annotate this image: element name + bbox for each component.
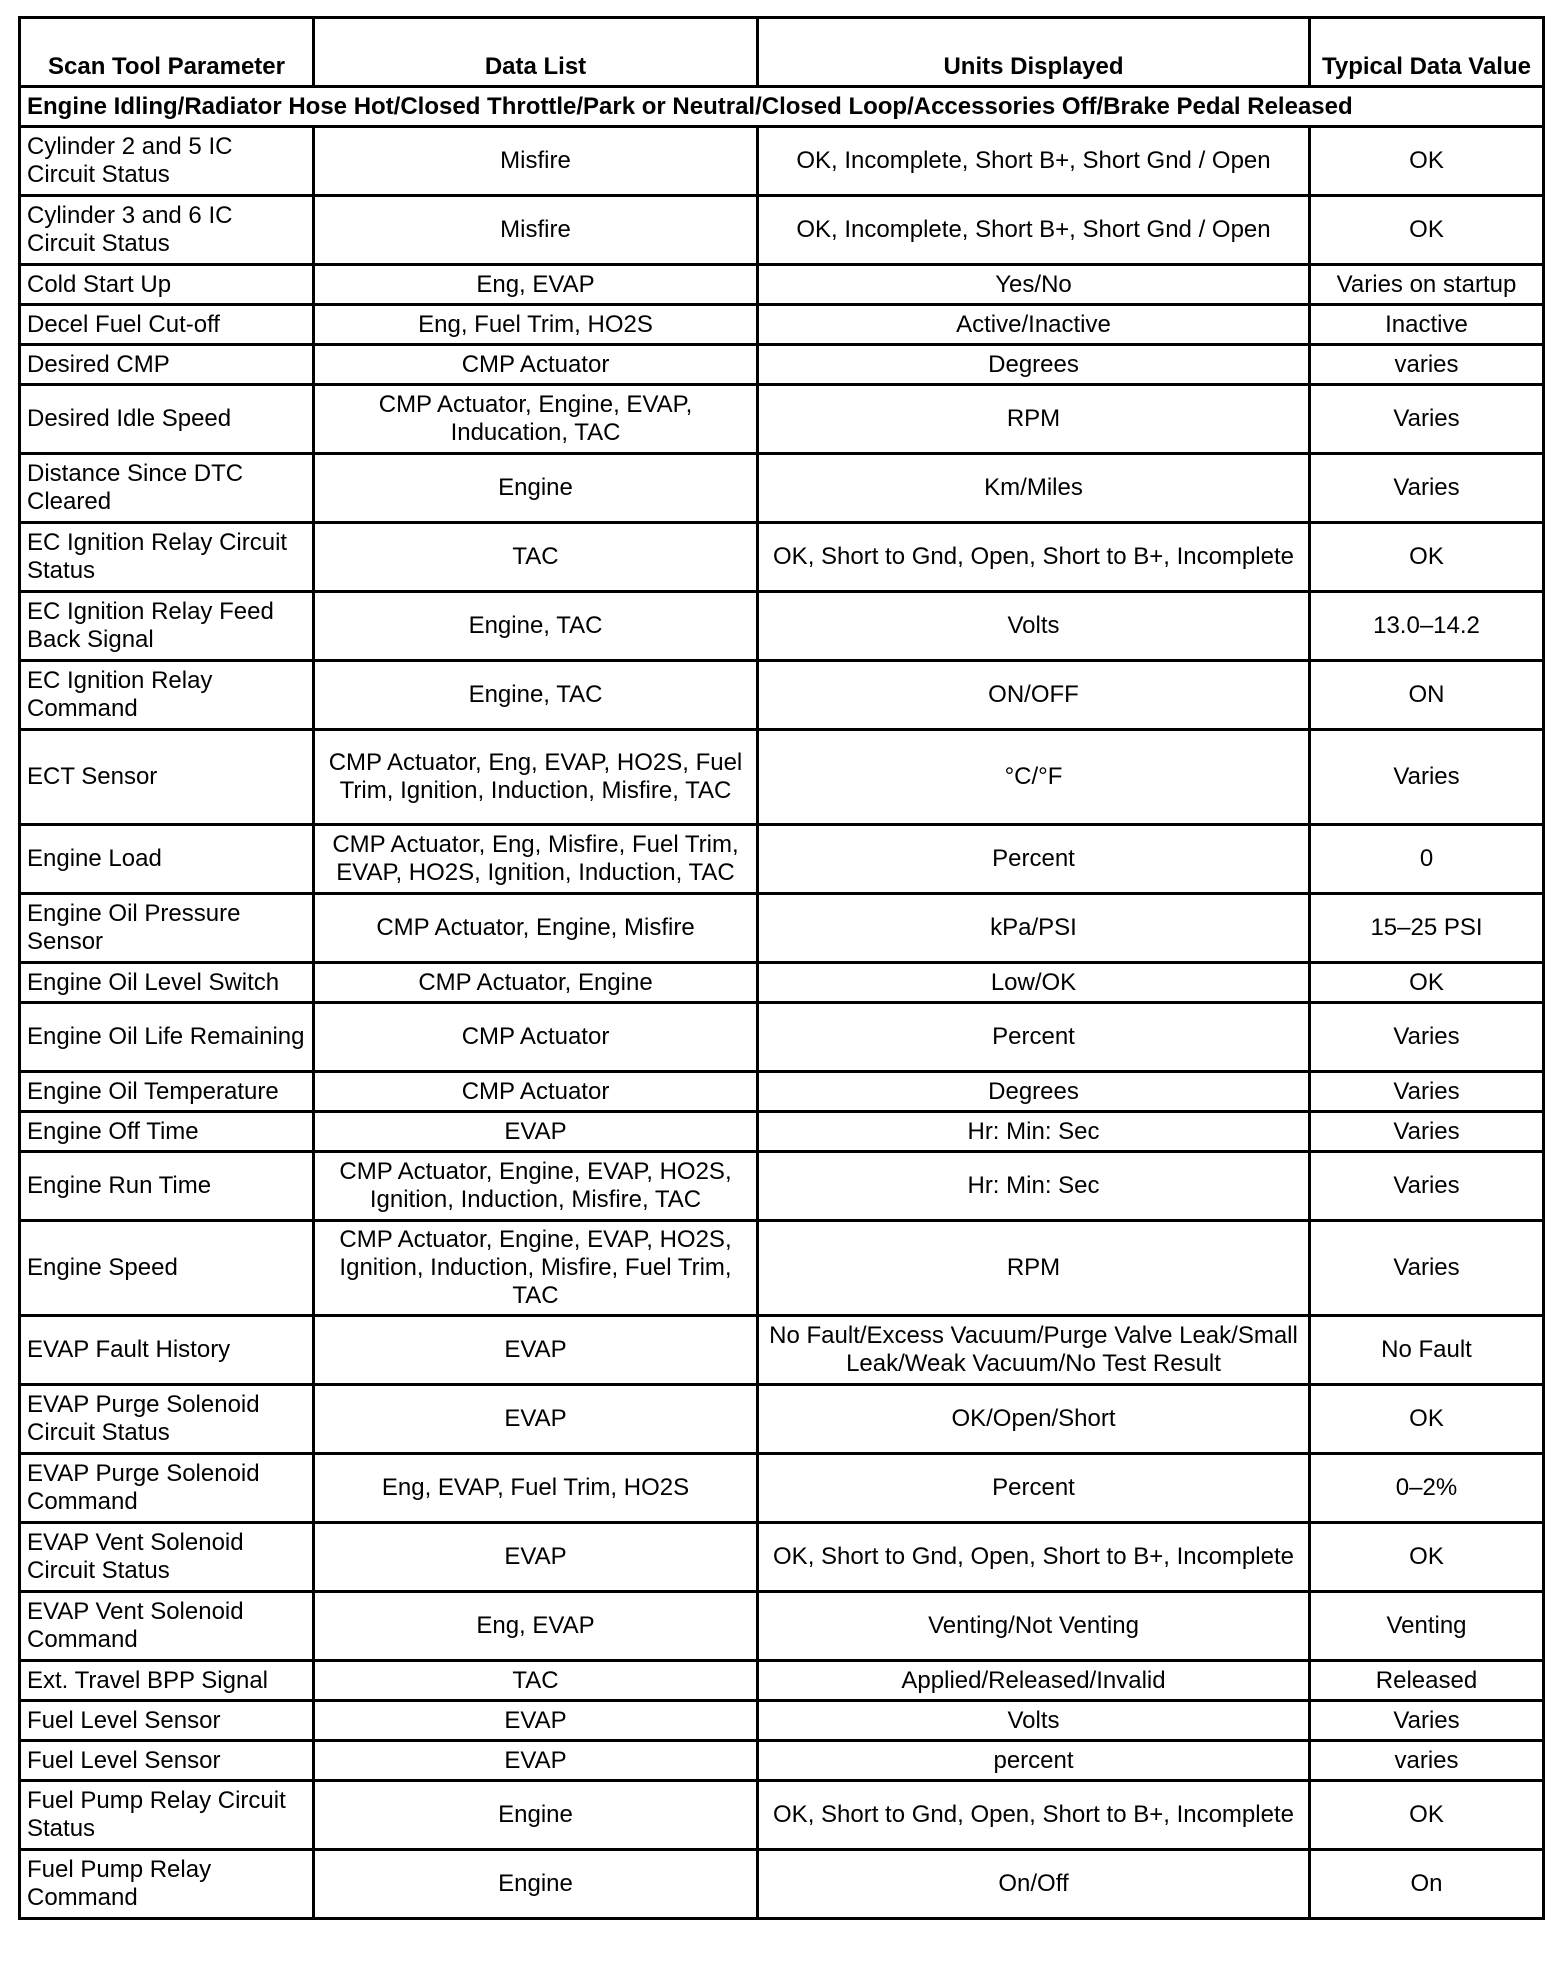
parameter-cell: Distance Since DTC Cleared: [20, 454, 314, 523]
parameter-cell: Cylinder 2 and 5 IC Circuit Status: [20, 127, 314, 196]
typical-value-cell: ON: [1310, 661, 1544, 730]
units-cell: ON/OFF: [758, 661, 1310, 730]
typical-value-cell: 13.0–14.2: [1310, 592, 1544, 661]
parameter-cell: Decel Fuel Cut-off: [20, 305, 314, 345]
table-row: [20, 1003, 1544, 1072]
data-list-cell: CMP Actuator, Engine, EVAP, Inducation, TAC: [314, 385, 758, 454]
units-cell: Applied/Released/Invalid: [758, 1661, 1310, 1701]
units-cell: Hr: Min: Sec: [758, 1112, 1310, 1152]
table-row: [20, 825, 1544, 894]
data-list-cell: Misfire: [314, 196, 758, 265]
parameter-cell: Cold Start Up: [20, 265, 314, 305]
col-header-data-list: Data List: [314, 18, 758, 87]
units-cell: Yes/No: [758, 265, 1310, 305]
data-list-cell: CMP Actuator, Engine: [314, 963, 758, 1003]
units-cell: On/Off: [758, 1850, 1310, 1919]
units-cell: kPa/PSI: [758, 894, 1310, 963]
typical-value-cell: OK: [1310, 523, 1544, 592]
units-cell: Active/Inactive: [758, 305, 1310, 345]
units-cell: RPM: [758, 1221, 1310, 1316]
table-row: [20, 196, 1544, 265]
table-row: [20, 1316, 1544, 1385]
table-row: [20, 1221, 1544, 1316]
units-cell: Percent: [758, 825, 1310, 894]
table-row: [20, 661, 1544, 730]
typical-value-cell: Varies: [1310, 454, 1544, 523]
parameter-cell: EVAP Fault History: [20, 1316, 314, 1385]
parameter-cell: Desired Idle Speed: [20, 385, 314, 454]
table-row: [20, 963, 1544, 1003]
data-list-cell: Engine, TAC: [314, 592, 758, 661]
table-row: [20, 1152, 1544, 1221]
data-list-cell: CMP Actuator, Eng, EVAP, HO2S, Fuel Trim, Ignition, Induction, Misfire, TAC: [314, 730, 758, 825]
parameter-cell: EVAP Vent Solenoid Circuit Status: [20, 1523, 314, 1592]
header-row: [20, 18, 1544, 87]
units-cell: OK, Short to Gnd, Open, Short to B+, Incomplete: [758, 1781, 1310, 1850]
parameter-cell: Ext. Travel BPP Signal: [20, 1661, 314, 1701]
typical-value-cell: 0–2%: [1310, 1454, 1544, 1523]
units-cell: °C/°F: [758, 730, 1310, 825]
data-list-cell: Eng, Fuel Trim, HO2S: [314, 305, 758, 345]
typical-value-cell: 15–25 PSI: [1310, 894, 1544, 963]
data-list-cell: TAC: [314, 1661, 758, 1701]
data-list-cell: EVAP: [314, 1316, 758, 1385]
units-cell: OK, Incomplete, Short B+, Short Gnd / Open: [758, 196, 1310, 265]
parameter-cell: Engine Off Time: [20, 1112, 314, 1152]
typical-value-cell: Varies: [1310, 730, 1544, 825]
col-header-typical-value: Typical Data Value: [1310, 18, 1544, 87]
parameter-cell: EVAP Purge Solenoid Command: [20, 1454, 314, 1523]
typical-value-cell: Varies: [1310, 1112, 1544, 1152]
parameter-cell: EC Ignition Relay Feed Back Signal: [20, 592, 314, 661]
typical-value-cell: Varies: [1310, 1221, 1544, 1316]
data-list-cell: EVAP: [314, 1112, 758, 1152]
parameter-cell: Desired CMP: [20, 345, 314, 385]
data-list-cell: Engine, TAC: [314, 661, 758, 730]
table-row: [20, 1741, 1544, 1781]
parameter-cell: Fuel Level Sensor: [20, 1741, 314, 1781]
parameter-cell: EVAP Vent Solenoid Command: [20, 1592, 314, 1661]
parameter-cell: Engine Oil Life Remaining: [20, 1003, 314, 1072]
typical-value-cell: Varies on startup: [1310, 265, 1544, 305]
units-cell: RPM: [758, 385, 1310, 454]
typical-value-cell: On: [1310, 1850, 1544, 1919]
table-row: [20, 454, 1544, 523]
table-row: [20, 523, 1544, 592]
data-list-cell: CMP Actuator, Engine, Misfire: [314, 894, 758, 963]
data-list-cell: EVAP: [314, 1701, 758, 1741]
typical-value-cell: OK: [1310, 963, 1544, 1003]
typical-value-cell: OK: [1310, 196, 1544, 265]
typical-value-cell: varies: [1310, 345, 1544, 385]
data-list-cell: Eng, EVAP: [314, 265, 758, 305]
data-list-cell: Engine: [314, 1781, 758, 1850]
data-list-cell: Misfire: [314, 127, 758, 196]
data-list-cell: CMP Actuator, Eng, Misfire, Fuel Trim, EVAP, HO2S, Ignition, Induction, TAC: [314, 825, 758, 894]
scan-tool-data-table: [18, 16, 1545, 1920]
table-row: [20, 730, 1544, 825]
typical-value-cell: No Fault: [1310, 1316, 1544, 1385]
typical-value-cell: Released: [1310, 1661, 1544, 1701]
table-row: [20, 345, 1544, 385]
typical-value-cell: Varies: [1310, 1152, 1544, 1221]
typical-value-cell: Venting: [1310, 1592, 1544, 1661]
units-cell: Percent: [758, 1003, 1310, 1072]
parameter-cell: Engine Oil Temperature: [20, 1072, 314, 1112]
scan-tool-data-sheet: [18, 16, 1542, 1920]
parameter-cell: Fuel Pump Relay Circuit Status: [20, 1781, 314, 1850]
units-cell: Degrees: [758, 345, 1310, 385]
parameter-cell: Engine Load: [20, 825, 314, 894]
data-list-cell: EVAP: [314, 1741, 758, 1781]
units-cell: OK/Open/Short: [758, 1385, 1310, 1454]
units-cell: Percent: [758, 1454, 1310, 1523]
parameter-cell: EVAP Purge Solenoid Circuit Status: [20, 1385, 314, 1454]
parameter-cell: EC Ignition Relay Circuit Status: [20, 523, 314, 592]
table-row: [20, 1661, 1544, 1701]
typical-value-cell: Varies: [1310, 1072, 1544, 1112]
units-cell: OK, Incomplete, Short B+, Short Gnd / Open: [758, 127, 1310, 196]
condition-row: [20, 87, 1544, 127]
table-row: [20, 592, 1544, 661]
units-cell: Venting/Not Venting: [758, 1592, 1310, 1661]
table-row: [20, 1592, 1544, 1661]
units-cell: Km/Miles: [758, 454, 1310, 523]
table-row: [20, 265, 1544, 305]
table-row: [20, 1781, 1544, 1850]
table-row: [20, 894, 1544, 963]
data-list-cell: CMP Actuator: [314, 345, 758, 385]
units-cell: No Fault/Excess Vacuum/Purge Valve Leak/Small Leak/Weak Vacuum/No Test Result: [758, 1316, 1310, 1385]
table-row: [20, 127, 1544, 196]
parameter-cell: Engine Run Time: [20, 1152, 314, 1221]
typical-value-cell: OK: [1310, 1523, 1544, 1592]
typical-value-cell: OK: [1310, 127, 1544, 196]
table-row: [20, 1701, 1544, 1741]
typical-value-cell: Varies: [1310, 385, 1544, 454]
typical-value-cell: Inactive: [1310, 305, 1544, 345]
parameter-cell: Fuel Pump Relay Command: [20, 1850, 314, 1919]
parameter-cell: Cylinder 3 and 6 IC Circuit Status: [20, 196, 314, 265]
units-cell: Degrees: [758, 1072, 1310, 1112]
col-header-parameter: Scan Tool Parameter: [20, 18, 314, 87]
typical-value-cell: Varies: [1310, 1003, 1544, 1072]
parameter-cell: EC Ignition Relay Command: [20, 661, 314, 730]
data-list-cell: Eng, EVAP, Fuel Trim, HO2S: [314, 1454, 758, 1523]
typical-value-cell: OK: [1310, 1385, 1544, 1454]
parameter-cell: ECT Sensor: [20, 730, 314, 825]
table-row: [20, 1072, 1544, 1112]
data-list-cell: CMP Actuator, Engine, EVAP, HO2S, Ignition, Induction, Misfire, Fuel Trim, TAC: [314, 1221, 758, 1316]
data-list-cell: CMP Actuator, Engine, EVAP, HO2S, Ignition, Induction, Misfire, TAC: [314, 1152, 758, 1221]
data-list-cell: Engine: [314, 1850, 758, 1919]
units-cell: percent: [758, 1741, 1310, 1781]
data-list-cell: EVAP: [314, 1523, 758, 1592]
typical-value-cell: Varies: [1310, 1701, 1544, 1741]
data-list-cell: EVAP: [314, 1385, 758, 1454]
data-list-cell: Eng, EVAP: [314, 1592, 758, 1661]
units-cell: Volts: [758, 1701, 1310, 1741]
table-row: [20, 1385, 1544, 1454]
parameter-cell: Engine Oil Pressure Sensor: [20, 894, 314, 963]
typical-value-cell: varies: [1310, 1741, 1544, 1781]
table-row: [20, 1850, 1544, 1919]
parameter-cell: Engine Oil Level Switch: [20, 963, 314, 1003]
parameter-cell: Engine Speed: [20, 1221, 314, 1316]
table-row: [20, 1523, 1544, 1592]
col-header-units: Units Displayed: [758, 18, 1310, 87]
data-list-cell: Engine: [314, 454, 758, 523]
table-row: [20, 1454, 1544, 1523]
table-row: [20, 305, 1544, 345]
data-list-cell: TAC: [314, 523, 758, 592]
units-cell: Low/OK: [758, 963, 1310, 1003]
operating-condition: Engine Idling/Radiator Hose Hot/Closed Throttle/Park or Neutral/Closed Loop/Accessories Off/Brake Pedal Released: [20, 87, 1544, 127]
typical-value-cell: OK: [1310, 1781, 1544, 1850]
data-list-cell: CMP Actuator: [314, 1072, 758, 1112]
units-cell: Hr: Min: Sec: [758, 1152, 1310, 1221]
typical-value-cell: 0: [1310, 825, 1544, 894]
parameter-cell: Fuel Level Sensor: [20, 1701, 314, 1741]
units-cell: OK, Short to Gnd, Open, Short to B+, Incomplete: [758, 523, 1310, 592]
table-row: [20, 385, 1544, 454]
table-row: [20, 1112, 1544, 1152]
data-list-cell: CMP Actuator: [314, 1003, 758, 1072]
units-cell: Volts: [758, 592, 1310, 661]
units-cell: OK, Short to Gnd, Open, Short to B+, Incomplete: [758, 1523, 1310, 1592]
